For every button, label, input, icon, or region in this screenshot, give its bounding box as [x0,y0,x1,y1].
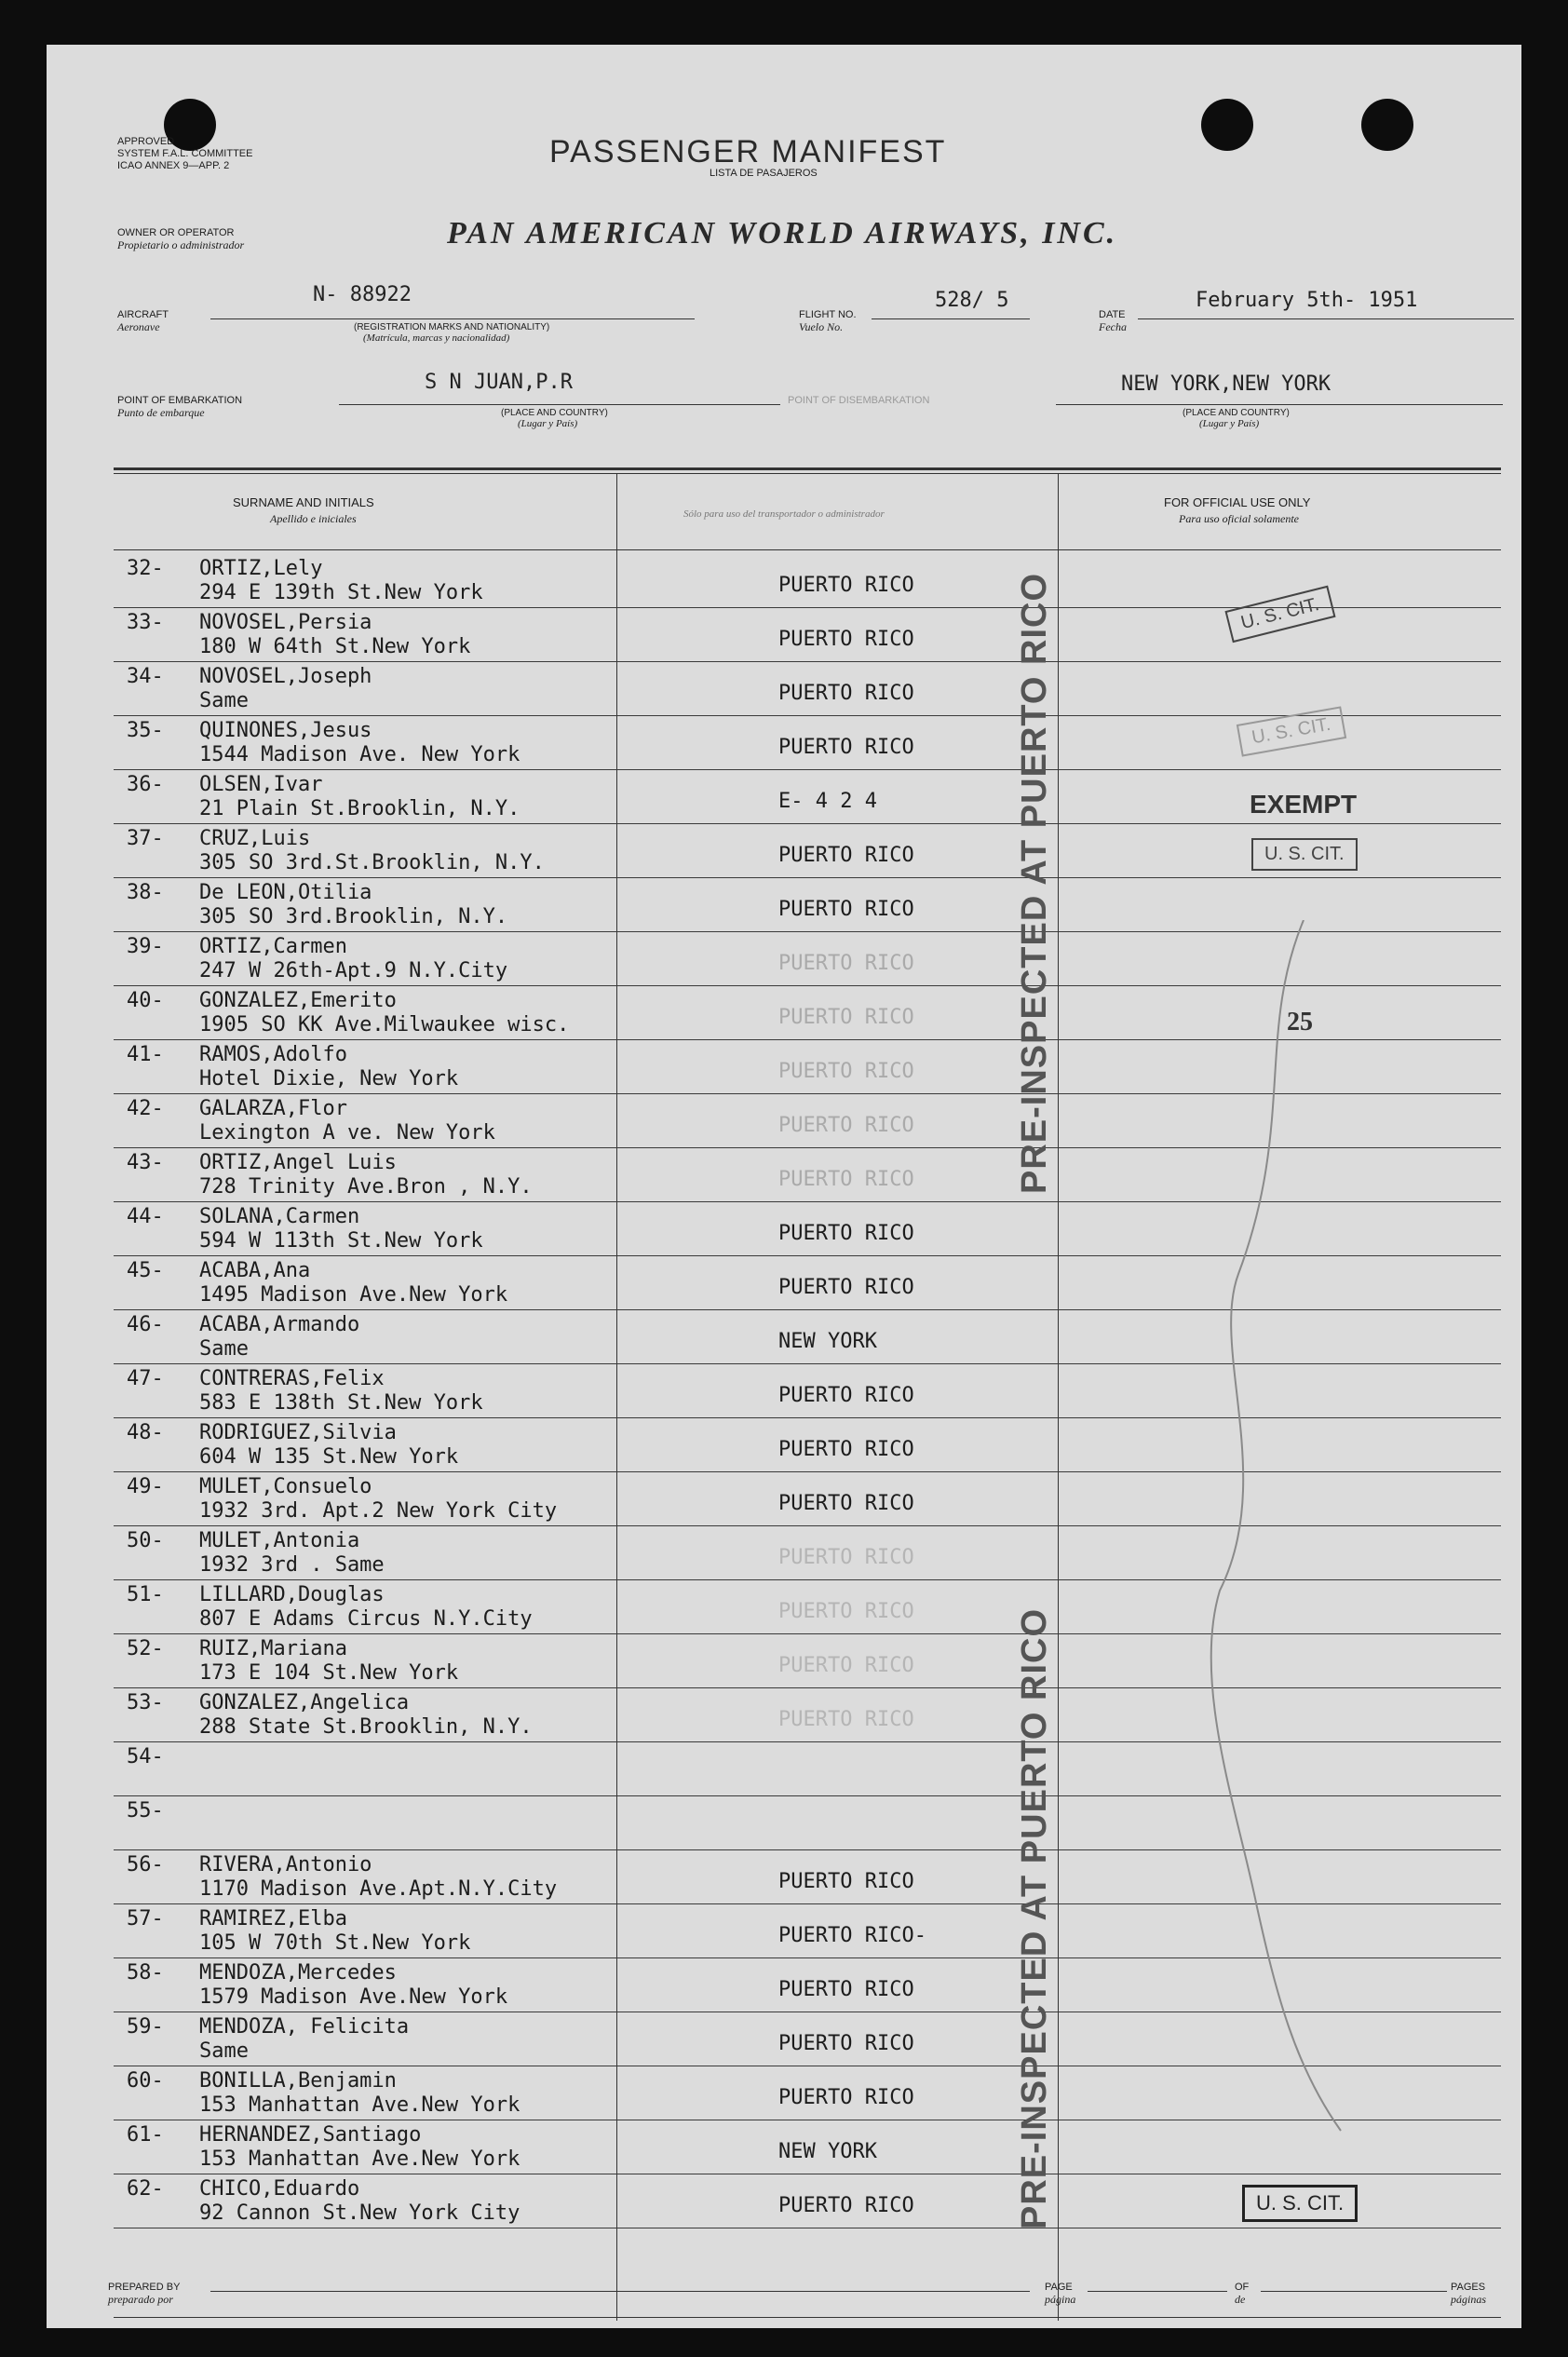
passenger-number: 57- [127,1907,164,1930]
passenger-address: 153 Manhattan Ave.New York [199,2147,520,2171]
exempt-stamp: EXEMPT [1250,790,1358,819]
registration-label: (REGISTRATION MARKS AND NATIONALITY) [354,322,550,332]
manifest-sheet [47,45,1521,2328]
passenger-citizenship: PUERTO RICO [778,1114,914,1137]
passenger-address: 92 Cannon St.New York City [199,2201,520,2225]
registration-label-es: (Matrícula, marcas y nacionalidad) [363,332,510,344]
passenger-citizenship: PUERTO RICO [778,1438,914,1461]
passenger-address: 1932 3rd. Apt.2 New York City [199,1499,558,1523]
passenger-name: NOVOSEL,Joseph [199,665,372,688]
passenger-name: RUIZ,Mariana [199,1637,347,1660]
place-label: (PLACE AND COUNTRY) [501,408,608,418]
company-name: PAN AMERICAN WORLD AIRWAYS, INC. [447,216,1118,251]
passenger-number: 61- [127,2123,164,2147]
passenger-citizenship: PUERTO RICO [778,1978,914,2001]
passenger-address: 583 E 138th St.New York [199,1391,483,1415]
flight-label-es: Vuelo No. [799,320,844,333]
prepared-label-es: preparado por [108,2293,173,2306]
preinspected-stamp: PRE-INSPECTED AT PUERTO RICO [1015,572,1054,1194]
row-divider [114,769,1501,770]
passenger-number: 51- [127,1583,164,1606]
passenger-citizenship: PUERTO RICO [778,1546,914,1569]
passenger-number: 60- [127,2069,164,2093]
passenger-name: ORTIZ,Angel Luis [199,1151,397,1174]
us-cit-stamp: U. S. CIT. [1237,706,1346,756]
passenger-number: 34- [127,665,164,688]
disembarkation-label: POINT OF DISEMBARKATION [788,395,930,406]
passenger-number: 49- [127,1475,164,1498]
passenger-address: Lexington A ve. New York [199,1121,495,1145]
passenger-name: GALARZA,Flor [199,1097,347,1120]
passenger-citizenship: PUERTO RICO [778,2086,914,2109]
passenger-number: 53- [127,1691,164,1714]
of-label: OF [1235,2282,1250,2293]
embarkation-label: POINT OF EMBARKATION [117,395,243,406]
passenger-citizenship: PUERTO RICO [778,898,914,921]
passenger-citizenship: NEW YORK [778,2140,877,2163]
passenger-name: ORTIZ,Lely [199,557,323,580]
aircraft-label-es: Aeronave [117,320,160,333]
passenger-number: 42- [127,1097,164,1120]
passenger-number: 37- [127,827,164,850]
passenger-number: 36- [127,773,164,796]
approval-line-3: ICAO ANNEX 9—APP. 2 [117,160,230,171]
passenger-citizenship: PUERTO RICO [778,1276,914,1299]
passenger-name: CHICO,Eduardo [199,2177,360,2201]
passenger-citizenship: PUERTO RICO [778,736,914,759]
owner-label: OWNER OR OPERATOR [117,227,235,238]
passenger-name: MULET,Antonia [199,1529,360,1552]
passenger-number: 46- [127,1313,164,1336]
passenger-address: 305 SO 3rd.Brooklin, N.Y. [199,905,508,928]
pages-label-es: páginas [1451,2293,1487,2306]
passenger-number: 47- [127,1367,164,1390]
passenger-address: 247 W 26th-Apt.9 N.Y.City [199,959,508,982]
passenger-address: 180 W 64th St.New York [199,635,471,658]
passenger-number: 40- [127,989,164,1012]
prepared-label: PREPARED BY [108,2282,181,2293]
embarkation-label-es: Punto de embarque [117,406,205,419]
owner-label-es: Propietario o administrador [117,238,245,251]
passenger-number: 59- [127,2015,164,2039]
passenger-address: 1170 Madison Ave.Apt.N.Y.City [199,1877,558,1901]
passenger-name: BONILLA,Benjamin [199,2069,397,2093]
punch-hole [1361,99,1413,151]
embarkation-value: S N JUAN,P.R [425,371,573,394]
passenger-citizenship: PUERTO RICO [778,1222,914,1245]
passenger-name: CONTRERAS,Felix [199,1367,385,1390]
passenger-citizenship: PUERTO RICO [778,844,914,867]
passenger-citizenship: PUERTO RICO [778,682,914,705]
page-number-note: 25 [1287,1008,1313,1036]
passenger-row [127,663,1486,717]
passenger-address: 807 E Adams Circus N.Y.City [199,1607,533,1631]
passenger-address: 1495 Madison Ave.New York [199,1283,508,1307]
pages-label: PAGES [1451,2282,1486,2293]
us-cit-stamp: U. S. CIT. [1242,2185,1358,2222]
passenger-citizenship: PUERTO RICO- [778,1924,926,1947]
col-surname-header: SURNAME AND INITIALS [233,495,374,509]
passenger-name: LILLARD,Douglas [199,1583,385,1606]
approval-line-2: SYSTEM F.A.L. COMMITTEE [117,148,253,159]
us-cit-stamp: U. S. CIT. [1251,838,1358,871]
passenger-address: 728 Trinity Ave.Bron , N.Y. [199,1175,533,1199]
passenger-number: 32- [127,557,164,580]
passenger-number: 43- [127,1151,164,1174]
passenger-citizenship: E- 4 2 4 [778,790,877,813]
passenger-number: 44- [127,1205,164,1228]
passenger-number: 48- [127,1421,164,1444]
passenger-number: 62- [127,2177,164,2201]
passenger-name: SOLANA,Carmen [199,1205,360,1228]
passenger-address: 294 E 139th St.New York [199,581,483,604]
passenger-citizenship: PUERTO RICO [778,1492,914,1515]
passenger-name: QUINONES,Jesus [199,719,372,742]
passenger-name: MULET,Consuelo [199,1475,372,1498]
passenger-name: MENDOZA,Mercedes [199,1961,397,1984]
passenger-name: ORTIZ,Carmen [199,935,347,958]
passenger-citizenship: PUERTO RICO [778,1168,914,1191]
passenger-address: 173 E 104 St.New York [199,1661,459,1685]
page-title-es: LISTA DE PASAJEROS [710,168,818,179]
passenger-citizenship: PUERTO RICO [778,1060,914,1083]
passenger-number: 52- [127,1637,164,1660]
of-label-es: de [1235,2293,1246,2306]
aircraft-value: N- 88922 [313,283,412,306]
date-value: February 5th- 1951 [1196,289,1418,312]
preinspected-stamp: PRE-INSPECTED AT PUERTO RICO [1015,1607,1054,2229]
passenger-citizenship: PUERTO RICO [778,952,914,975]
col-surname-header-es: Apellido e iniciales [270,512,357,525]
passenger-address: Same [199,689,249,712]
passenger-name: GONZALEZ,Emerito [199,989,397,1012]
passenger-address: 1579 Madison Ave.New York [199,1985,508,2009]
date-label: DATE [1099,309,1126,320]
col-official-header: FOR OFFICIAL USE ONLY [1164,495,1311,509]
passenger-number: 45- [127,1259,164,1282]
passenger-citizenship: PUERTO RICO [778,1006,914,1029]
passenger-name: GONZALEZ,Angelica [199,1691,410,1714]
passenger-number: 56- [127,1853,164,1876]
aircraft-label: AIRCRAFT [117,309,169,320]
passenger-address: 1544 Madison Ave. New York [199,743,520,766]
passenger-citizenship: PUERTO RICO [778,1654,914,1677]
col-middle-header-es: Sólo para uso del transportador o administrador [683,508,885,520]
passenger-citizenship: PUERTO RICO [778,574,914,597]
passenger-name: RODRIGUEZ,Silvia [199,1421,397,1444]
passenger-name: ACABA,Ana [199,1259,311,1282]
page-title: PASSENGER MANIFEST [549,134,947,169]
passenger-number: 58- [127,1961,164,1984]
passenger-address: 604 W 135 St.New York [199,1445,459,1469]
passenger-address: 1932 3rd . Same [199,1553,385,1577]
passenger-name: RAMOS,Adolfo [199,1043,347,1066]
passenger-number: 50- [127,1529,164,1552]
disembarkation-value: NEW YORK,NEW YORK [1121,373,1331,396]
row-divider [114,877,1501,878]
passenger-citizenship: PUERTO RICO [778,1870,914,1893]
place-label-es-2: (Lugar y País) [1199,418,1260,429]
passenger-number: 33- [127,611,164,634]
passenger-address: 288 State St.Brooklin, N.Y. [199,1715,533,1739]
page-label-es: página [1045,2293,1076,2306]
flight-value: 528/ 5 [935,289,1009,312]
passenger-citizenship: PUERTO RICO [778,1600,914,1623]
passenger-citizenship: PUERTO RICO [778,2194,914,2217]
passenger-citizenship: PUERTO RICO [778,1384,914,1407]
flight-label: FLIGHT NO. [799,309,857,320]
col-official-header-es: Para uso oficial solamente [1179,512,1299,525]
row-divider [114,661,1501,662]
passenger-address: 1905 SO KK Ave.Milwaukee wisc. [199,1013,570,1036]
passenger-address: 105 W 70th St.New York [199,1931,471,1955]
place-label-2: (PLACE AND COUNTRY) [1183,408,1290,418]
passenger-address: 305 SO 3rd.St.Brooklin, N.Y. [199,851,545,874]
passenger-name: NOVOSEL,Persia [199,611,372,634]
passenger-name: RIVERA,Antonio [199,1853,372,1876]
passenger-address: Same [199,2039,249,2063]
page-label: PAGE [1045,2282,1073,2293]
passenger-name: MENDOZA, Felicita [199,2015,410,2039]
passenger-citizenship: PUERTO RICO [778,2032,914,2055]
passenger-address: Same [199,1337,249,1361]
passenger-name: HERNANDEZ,Santiago [199,2123,422,2147]
passenger-number: 55- [127,1799,164,1822]
passenger-number: 35- [127,719,164,742]
passenger-name: ACABA,Armando [199,1313,360,1336]
row-divider [114,823,1501,824]
passenger-citizenship: NEW YORK [778,1330,877,1353]
passenger-address: Hotel Dixie, New York [199,1067,459,1090]
passenger-name: OLSEN,Ivar [199,773,323,796]
passenger-number: 39- [127,935,164,958]
pencil-mark [1201,920,1350,2205]
passenger-name: De LEON,Otilia [199,881,372,904]
passenger-address: 21 Plain St.Brooklin, N.Y. [199,797,520,820]
punch-hole [1201,99,1253,151]
passenger-citizenship: PUERTO RICO [778,628,914,651]
us-cit-stamp: U. S. CIT. [1224,586,1335,643]
passenger-name: CRUZ,Luis [199,827,311,850]
date-label-es: Fecha [1099,320,1127,333]
passenger-citizenship: PUERTO RICO [778,1708,914,1731]
passenger-number: 41- [127,1043,164,1066]
passenger-name: RAMIREZ,Elba [199,1907,347,1930]
passenger-address: 153 Manhattan Ave.New York [199,2093,520,2117]
approval-line-1: APPROVED [117,136,175,147]
passenger-number: 38- [127,881,164,904]
passenger-address: 594 W 113th St.New York [199,1229,483,1253]
passenger-number: 54- [127,1745,164,1768]
place-label-es: (Lugar y País) [518,418,578,429]
